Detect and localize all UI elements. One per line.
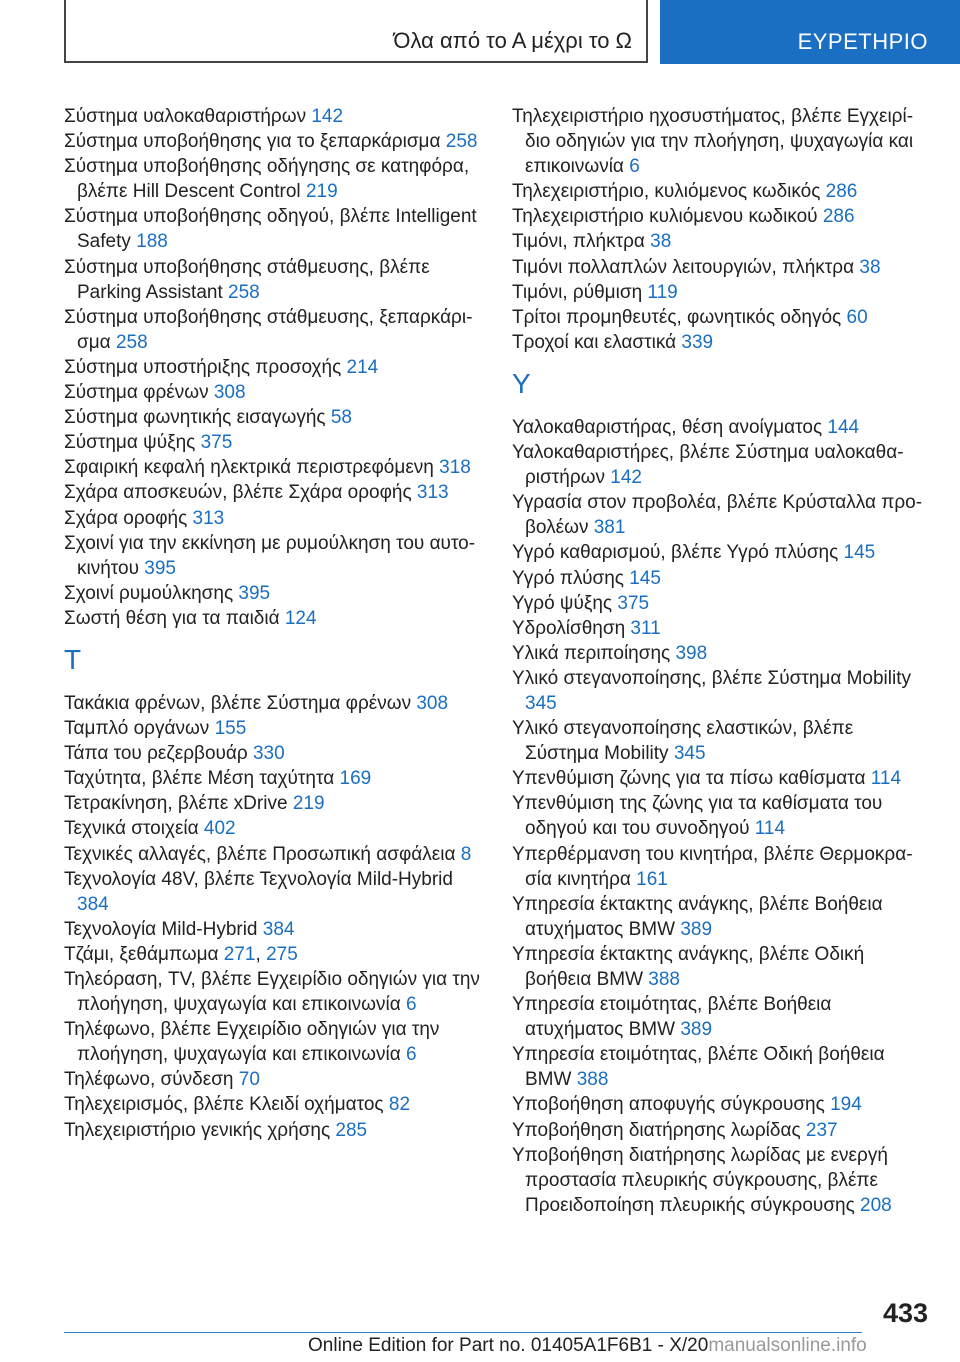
page-link[interactable]: 119 — [647, 281, 678, 303]
section-tab[interactable] — [660, 0, 960, 64]
index-entry — [512, 942, 932, 992]
page-link[interactable]: 219 — [292, 793, 325, 815]
index-entry — [512, 766, 932, 791]
index-entry — [64, 1118, 484, 1143]
index-entry — [512, 540, 932, 565]
page-link[interactable]: 330 — [252, 743, 285, 765]
index-entry-text: Υγρό ψύξης — [512, 592, 618, 614]
page-link[interactable]: 395 — [238, 582, 271, 604]
index-entry — [64, 455, 484, 480]
page-link[interactable]: 6 — [406, 994, 417, 1016]
page-link[interactable]: 381 — [593, 517, 626, 539]
index-entry — [512, 591, 932, 616]
index-entry — [64, 691, 484, 716]
page-link[interactable]: 388 — [576, 1069, 609, 1091]
page-link[interactable]: 308 — [416, 692, 449, 714]
index-entry — [64, 380, 484, 405]
index-entry — [512, 330, 932, 355]
index-entry-text: Τζάμι, ξεθάμπωμα — [64, 943, 224, 965]
index-entry-text: Υδρολίσθηση — [512, 617, 631, 639]
page-link[interactable]: 389 — [680, 1019, 713, 1041]
index-entry-text: Υπηρεσία έκτακτης ανάγκης, βλέπε Οδική βοήθεια BMW — [512, 943, 865, 990]
index-entry — [64, 581, 484, 606]
page-link[interactable]: 214 — [346, 356, 379, 378]
index-entry-text: Υγρό πλύσης — [512, 567, 630, 589]
index-entry — [64, 766, 484, 791]
page-link[interactable]: 258 — [228, 281, 260, 303]
page-link[interactable]: 313 — [192, 507, 225, 529]
page-link[interactable]: 70 — [238, 1069, 260, 1091]
page-link[interactable]: 384 — [262, 918, 295, 940]
index-entry-text: Υπερθέρμανση του κινητήρα, βλέπε Θερμοκρασία κινητήρα — [512, 843, 913, 890]
breadcrumb-tab[interactable] — [64, 0, 648, 63]
index-entry: Τζάμι, ξεθάμπωμα 271, 275 — [64, 943, 298, 965]
index-entry — [512, 1042, 932, 1092]
index-letter-heading: Υ — [512, 367, 531, 399]
page-link[interactable]: 208 — [860, 1194, 892, 1216]
index-entry — [64, 204, 484, 254]
index-entry-text: Τεχνολογία 48V, βλέπε Τεχνολογία Mild-Hybrid — [64, 868, 453, 890]
index-entry-text: Τηλεχειριστήριο, κυλιόμενος κωδικός — [512, 181, 826, 203]
index-entry-text: Υποβοήθηση διατήρησης λωρίδας με ενεργή προστασία πλευρικής σύγκρουσης, βλέπε Προειδοποίηση πλευρικής σύγκρουσης — [512, 1144, 888, 1216]
index-column-left — [64, 104, 484, 1143]
index-entry — [64, 967, 484, 1017]
index-entry-text: Υπηρεσία ετοιμότητας, βλέπε Οδική βοήθεια BMW — [512, 1044, 885, 1091]
index-entry — [64, 480, 484, 505]
page-link[interactable]: 60 — [846, 306, 868, 328]
page-link[interactable]: 188 — [136, 231, 168, 253]
page-link[interactable]: 114 — [754, 818, 786, 840]
page-link[interactable]: 313 — [416, 482, 449, 504]
section-title: ΕΥΡΕΤΗΡΙΟ — [797, 29, 928, 54]
index-entry-text: Υποβοήθηση διατήρησης λωρίδας — [512, 1119, 806, 1141]
index-entry-text: Τρίτοι προμηθευτές, φωνητικός οδηγός — [512, 306, 847, 328]
page-link[interactable]: 142 — [610, 467, 642, 489]
breadcrumb: Όλα από το Α μέχρι το Ω — [393, 28, 632, 53]
index-entry-text: Υλικά περιποίησης — [512, 642, 676, 664]
index-letter-heading: Τ — [64, 643, 82, 675]
watermark: manualsonline.info — [708, 1335, 867, 1356]
index-entry-text: Σύστημα φωνητικής εισαγωγής — [64, 407, 331, 429]
index-entry — [512, 716, 932, 766]
page-link[interactable]: 258 — [115, 331, 148, 353]
page-link[interactable]: 38 — [859, 256, 881, 278]
index-entry-text: Τηλεχειριστήριο κυλιόμενου κωδικού — [512, 206, 823, 228]
index-entry-text: Σωστή θέση για τα παιδιά — [64, 607, 285, 629]
page-link[interactable]: 384 — [77, 893, 109, 915]
index-entry-text: Σύστημα υποβοήθησης οδηγού, βλέπε Intelligent Safety — [64, 206, 477, 253]
page-link[interactable]: 275 — [266, 943, 298, 965]
index-entry — [512, 616, 932, 641]
index-entry-text: Σύστημα υποβοήθησης στάθμευσης, ξεπαρκάρισμα — [64, 306, 473, 353]
index-entry-text: Τακάκια φρένων, βλέπε Σύστημα φρένων — [64, 692, 417, 714]
index-entry-text: Τροχοί και ελαστικά — [512, 331, 682, 353]
index-entry — [512, 1092, 932, 1117]
index-entry-text: Τεχνολογία Mild-Hybrid — [64, 918, 263, 940]
index-entry-text: Τιμόνι, πλήκτρα — [512, 231, 651, 253]
index-entry-text: Σύστημα υποβοήθησης οδήγησης σε κατηφόρα, βλέπε Hill Descent Control — [64, 156, 470, 203]
page-link[interactable]: 395 — [144, 557, 176, 579]
page-link[interactable]: 375 — [200, 432, 233, 454]
page-link[interactable]: 398 — [675, 642, 708, 664]
index-entry-text: Σύστημα υποστήριξης προσοχής — [64, 356, 347, 378]
index-entry-text: Ταμπλό οργάνων — [64, 718, 215, 740]
index-entry — [64, 816, 484, 841]
index-entry-text: Σύστημα ψύξης — [64, 432, 201, 454]
index-entry — [512, 791, 932, 841]
page-link[interactable]: 142 — [311, 106, 344, 127]
index-entry — [64, 355, 484, 380]
index-entry-text: Υαλοκαθαριστήρες, βλέπε Σύστημα υαλοκαθαριστήρων — [512, 442, 904, 489]
index-entry — [512, 305, 932, 330]
page-link[interactable]: 237 — [805, 1119, 838, 1141]
index-entry — [512, 1143, 932, 1218]
index-entry — [512, 641, 932, 666]
index-entry — [64, 1092, 484, 1117]
index-entry-text: Υλικό στεγανοποίησης ελαστικών, βλέπε Σύστημα Mobility — [512, 718, 854, 765]
index-entry-text: Τετρακίνηση, βλέπε xDrive — [64, 793, 293, 815]
index-entry-text: Υλικό στεγανοποίησης, βλέπε Σύστημα Mobility — [512, 667, 911, 689]
index-entry — [64, 104, 484, 129]
index-entry-text: Υποβοήθηση αποφυγής σύγκρουσης — [512, 1094, 831, 1116]
index-entry-text: Υπενθύμιση ζώνης για τα πίσω καθίσματα — [512, 768, 871, 790]
page-link[interactable]: 38 — [650, 231, 672, 253]
index-entry-text: Σύστημα υποβοήθησης στάθμευσης, βλέπε Parking Assistant — [64, 256, 430, 303]
index-entry-text: Υπενθύμιση της ζώνης για τα καθίσματα του οδηγού και του συνοδηγού — [512, 793, 883, 840]
page-number: 433 — [882, 1298, 928, 1328]
index-entry — [64, 506, 484, 531]
index-entry — [64, 305, 484, 355]
index-entry — [64, 531, 484, 581]
index-entry — [512, 280, 932, 305]
page-link[interactable]: 375 — [617, 592, 650, 614]
page-link[interactable]: 58 — [330, 407, 352, 429]
index-entry-text: Σχάρα αποσκευών, βλέπε Σχάρα οροφής — [64, 482, 417, 504]
index-entry-text: Σφαιρική κεφαλή ηλεκτρικά περιστρεφόμενη — [64, 457, 440, 479]
page-link[interactable]: 388 — [648, 969, 680, 990]
index-entry-text: Σχοινί ρυμούλκησης — [64, 582, 239, 604]
index-entry-text: Τηλεχειριστήριο ηχοσυστήματος, βλέπε Εγχειρίδιο οδηγιών για την πλοήγηση, ψυχαγωγία και επικοινωνία — [512, 106, 914, 178]
index-entry-text: Υγρασία στον προβολέα, βλέπε Κρύσταλλα προβολέων — [512, 492, 923, 539]
index-entry — [512, 255, 932, 280]
page-link[interactable]: 345 — [525, 692, 557, 714]
page-link[interactable]: 6 — [406, 1044, 417, 1066]
index-column-right — [512, 104, 932, 1218]
page-link[interactable]: 286 — [822, 206, 855, 228]
index-entry-text: Σύστημα υποβοήθησης για το ξεπαρκάρισμα — [64, 131, 446, 153]
index-entry-text: Σχάρα οροφής — [64, 507, 193, 529]
page-link[interactable]: 169 — [339, 768, 372, 790]
index-entry — [512, 892, 932, 942]
page-link[interactable]: 124 — [284, 607, 317, 629]
page-link[interactable]: 339 — [681, 331, 714, 353]
index-entry — [512, 440, 932, 490]
page-link[interactable]: 219 — [305, 181, 338, 203]
page-link[interactable]: 308 — [213, 382, 246, 404]
page-link[interactable]: 271 — [223, 943, 256, 965]
page-link[interactable]: 145 — [629, 567, 661, 589]
page-link[interactable]: 114 — [870, 768, 902, 790]
index-entry — [512, 415, 932, 440]
index-entry — [512, 1118, 932, 1143]
index-entry — [64, 716, 484, 741]
index-entry — [512, 666, 932, 716]
index-entry — [64, 791, 484, 816]
footer — [308, 1335, 867, 1357]
index-entry-text: Υαλοκαθαριστήρας, θέση ανοίγματος — [512, 416, 828, 438]
page-link[interactable]: 82 — [388, 1094, 411, 1116]
index-entry — [64, 867, 484, 917]
page-link[interactable]: 286 — [825, 181, 858, 203]
index-entry — [512, 842, 932, 892]
index-entry-text: Υγρό καθαρισμού, βλέπε Υγρό πλύσης — [512, 542, 844, 564]
footer-rule — [64, 1332, 862, 1333]
page-link[interactable]: 144 — [827, 416, 860, 438]
index-entry-text: Τάπα του ρεζερβουάρ — [64, 743, 253, 765]
page-link[interactable]: 258 — [445, 131, 478, 153]
index-entry — [512, 229, 932, 254]
page-link[interactable]: 194 — [830, 1094, 862, 1116]
index-entry — [512, 490, 932, 540]
edition-text: Online Edition for Part no. 01405A1F6B1 - X/20 — [308, 1335, 709, 1356]
index-entry — [64, 154, 484, 204]
index-entry-text: Τιμόνι, ρύθμιση — [512, 281, 648, 303]
index-entry-text: Τηλέφωνο, σύνδεση — [64, 1069, 239, 1091]
index-entry-text: Τηλέφωνο, βλέπε Εγχειρίδιο οδηγιών για την πλοήγηση, ψυχαγωγία και επικοινωνία — [64, 1019, 440, 1066]
page-link[interactable]: 285 — [335, 1119, 368, 1141]
index-entry-text: Τεχνικά στοιχεία — [64, 818, 204, 840]
index-entry-text: Τιμόνι πολλαπλών λειτουργιών, πλήκτρα — [512, 256, 860, 278]
header-tabbar — [64, 0, 960, 66]
page-link[interactable]: 311 — [630, 617, 661, 639]
page-link[interactable]: 6 — [629, 156, 640, 178]
index-entry — [512, 566, 932, 591]
index-entry — [64, 255, 484, 305]
page-link[interactable]: 345 — [673, 743, 706, 765]
page-link[interactable]: 155 — [214, 718, 247, 740]
index-entry — [64, 606, 484, 631]
index-entry-text: Τηλεόραση, TV, βλέπε Εγχειρίδιο οδηγιών για την πλοήγηση, ψυχαγωγία και επικοινωνία — [64, 969, 480, 1016]
page-link[interactable]: 161 — [636, 868, 668, 890]
index-entry-text: Ταχύτητα, βλέπε Μέση ταχύτητα — [64, 768, 340, 790]
index-entry-text: Σύστημα φρένων — [64, 382, 214, 404]
index-entry — [512, 104, 932, 179]
page-link[interactable]: 145 — [843, 542, 876, 564]
index-entry — [64, 1067, 484, 1092]
page-link[interactable]: 8 — [460, 843, 472, 865]
page-link[interactable]: 389 — [680, 918, 713, 940]
index-entry-text: Υπηρεσία ετοιμότητας, βλέπε Βοήθεια ατυχήματος BMW — [512, 994, 832, 1041]
index-entry-text: Τηλεχειριστήριο γενικής χρήσης — [64, 1119, 336, 1141]
index-entry — [64, 1017, 484, 1067]
index-entry — [64, 129, 484, 154]
index-entry — [512, 179, 932, 204]
index-entry — [64, 842, 484, 867]
page-link[interactable]: 318 — [439, 457, 471, 479]
index-entry — [512, 992, 932, 1042]
index-entry — [64, 405, 484, 430]
index-entry-text: Τηλεχειρισμός, βλέπε Κλειδί οχήματος — [64, 1094, 389, 1116]
index-entry-text: Σύστημα υαλοκαθαριστήρων — [64, 106, 312, 127]
index-entry-text: Σχοινί για την εκκίνηση με ρυμούλκηση του αυτοκινήτου — [64, 532, 476, 579]
index-entry-text: Τεχνικές αλλαγές, βλέπε Προσωπική ασφάλεια — [64, 843, 461, 865]
index-entry — [64, 430, 484, 455]
index-entry — [64, 741, 484, 766]
page-link[interactable]: 402 — [203, 818, 236, 840]
index-entry — [512, 204, 932, 229]
index-entry — [64, 917, 484, 942]
index-entry-text: Υπηρεσία έκτακτης ανάγκης, βλέπε Βοήθεια ατυχήματος BMW — [512, 893, 883, 940]
